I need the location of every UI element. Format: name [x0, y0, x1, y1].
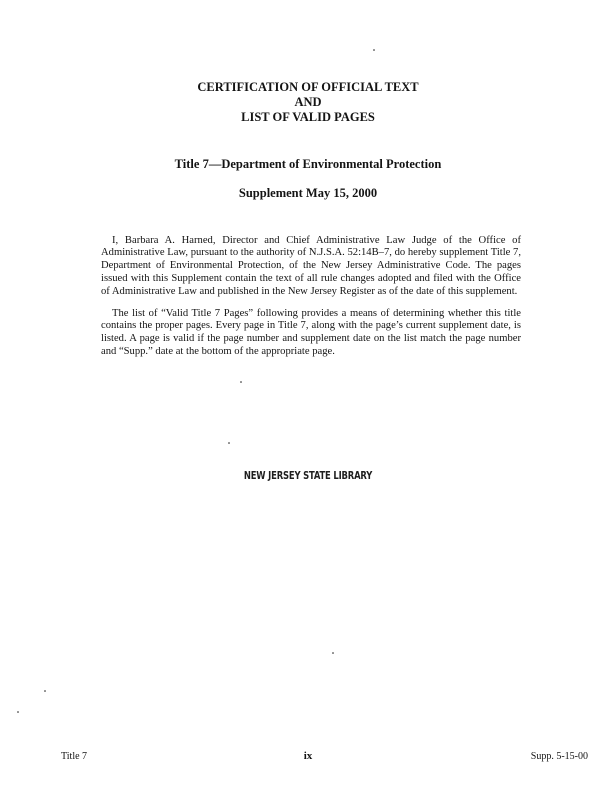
heading-line-3: LIST OF VALID PAGES: [241, 110, 375, 124]
scan-speck: [44, 690, 46, 692]
heading-line-1: CERTIFICATION OF OFFICIAL TEXT: [197, 80, 419, 94]
scan-speck: [17, 711, 19, 713]
certification-paragraph: I, Barbara A. Harned, Director and Chief Administrative Law Judge of the Office of Administrative Law, pursuant to the authority of N.J.S.A. 52:14B–7, do hereby supplement Title 7, Department of Environmental Protection, of the New Jersey Administrative Code. The pages issued with this Supplement contain the text of all rule changes adopted and filed with the Office of Administrative Law and published in the New Jersey Register as of the date of this supplement.: [101, 234, 521, 297]
supplement-date-heading: Supplement May 15, 2000: [238, 186, 378, 200]
footer-supplement-date: Supp. 5-15-00: [530, 751, 588, 762]
title-heading: Title 7—Department of Environmental Protection: [174, 157, 442, 171]
scan-speck: [240, 381, 242, 383]
library-stamp: NEW JERSEY STATE LIBRARY: [243, 469, 373, 482]
scan-speck: [228, 442, 230, 444]
valid-pages-paragraph: The list of “Valid Title 7 Pages” following provides a means of determining whether this title contains the proper pages. Every page in Title 7, along with the page’s current supplement date, is listed. A page is valid if the page number and supplement date on the list match the page number and “Supp.” date at the bottom of the appropriate page.: [101, 307, 521, 357]
scan-speck: [373, 49, 375, 51]
footer-title: Title 7: [61, 751, 88, 762]
footer-page-number: ix: [303, 750, 313, 762]
certification-heading: [0, 80, 616, 125]
heading-line-2: AND: [294, 95, 322, 109]
scan-speck: [332, 652, 334, 654]
